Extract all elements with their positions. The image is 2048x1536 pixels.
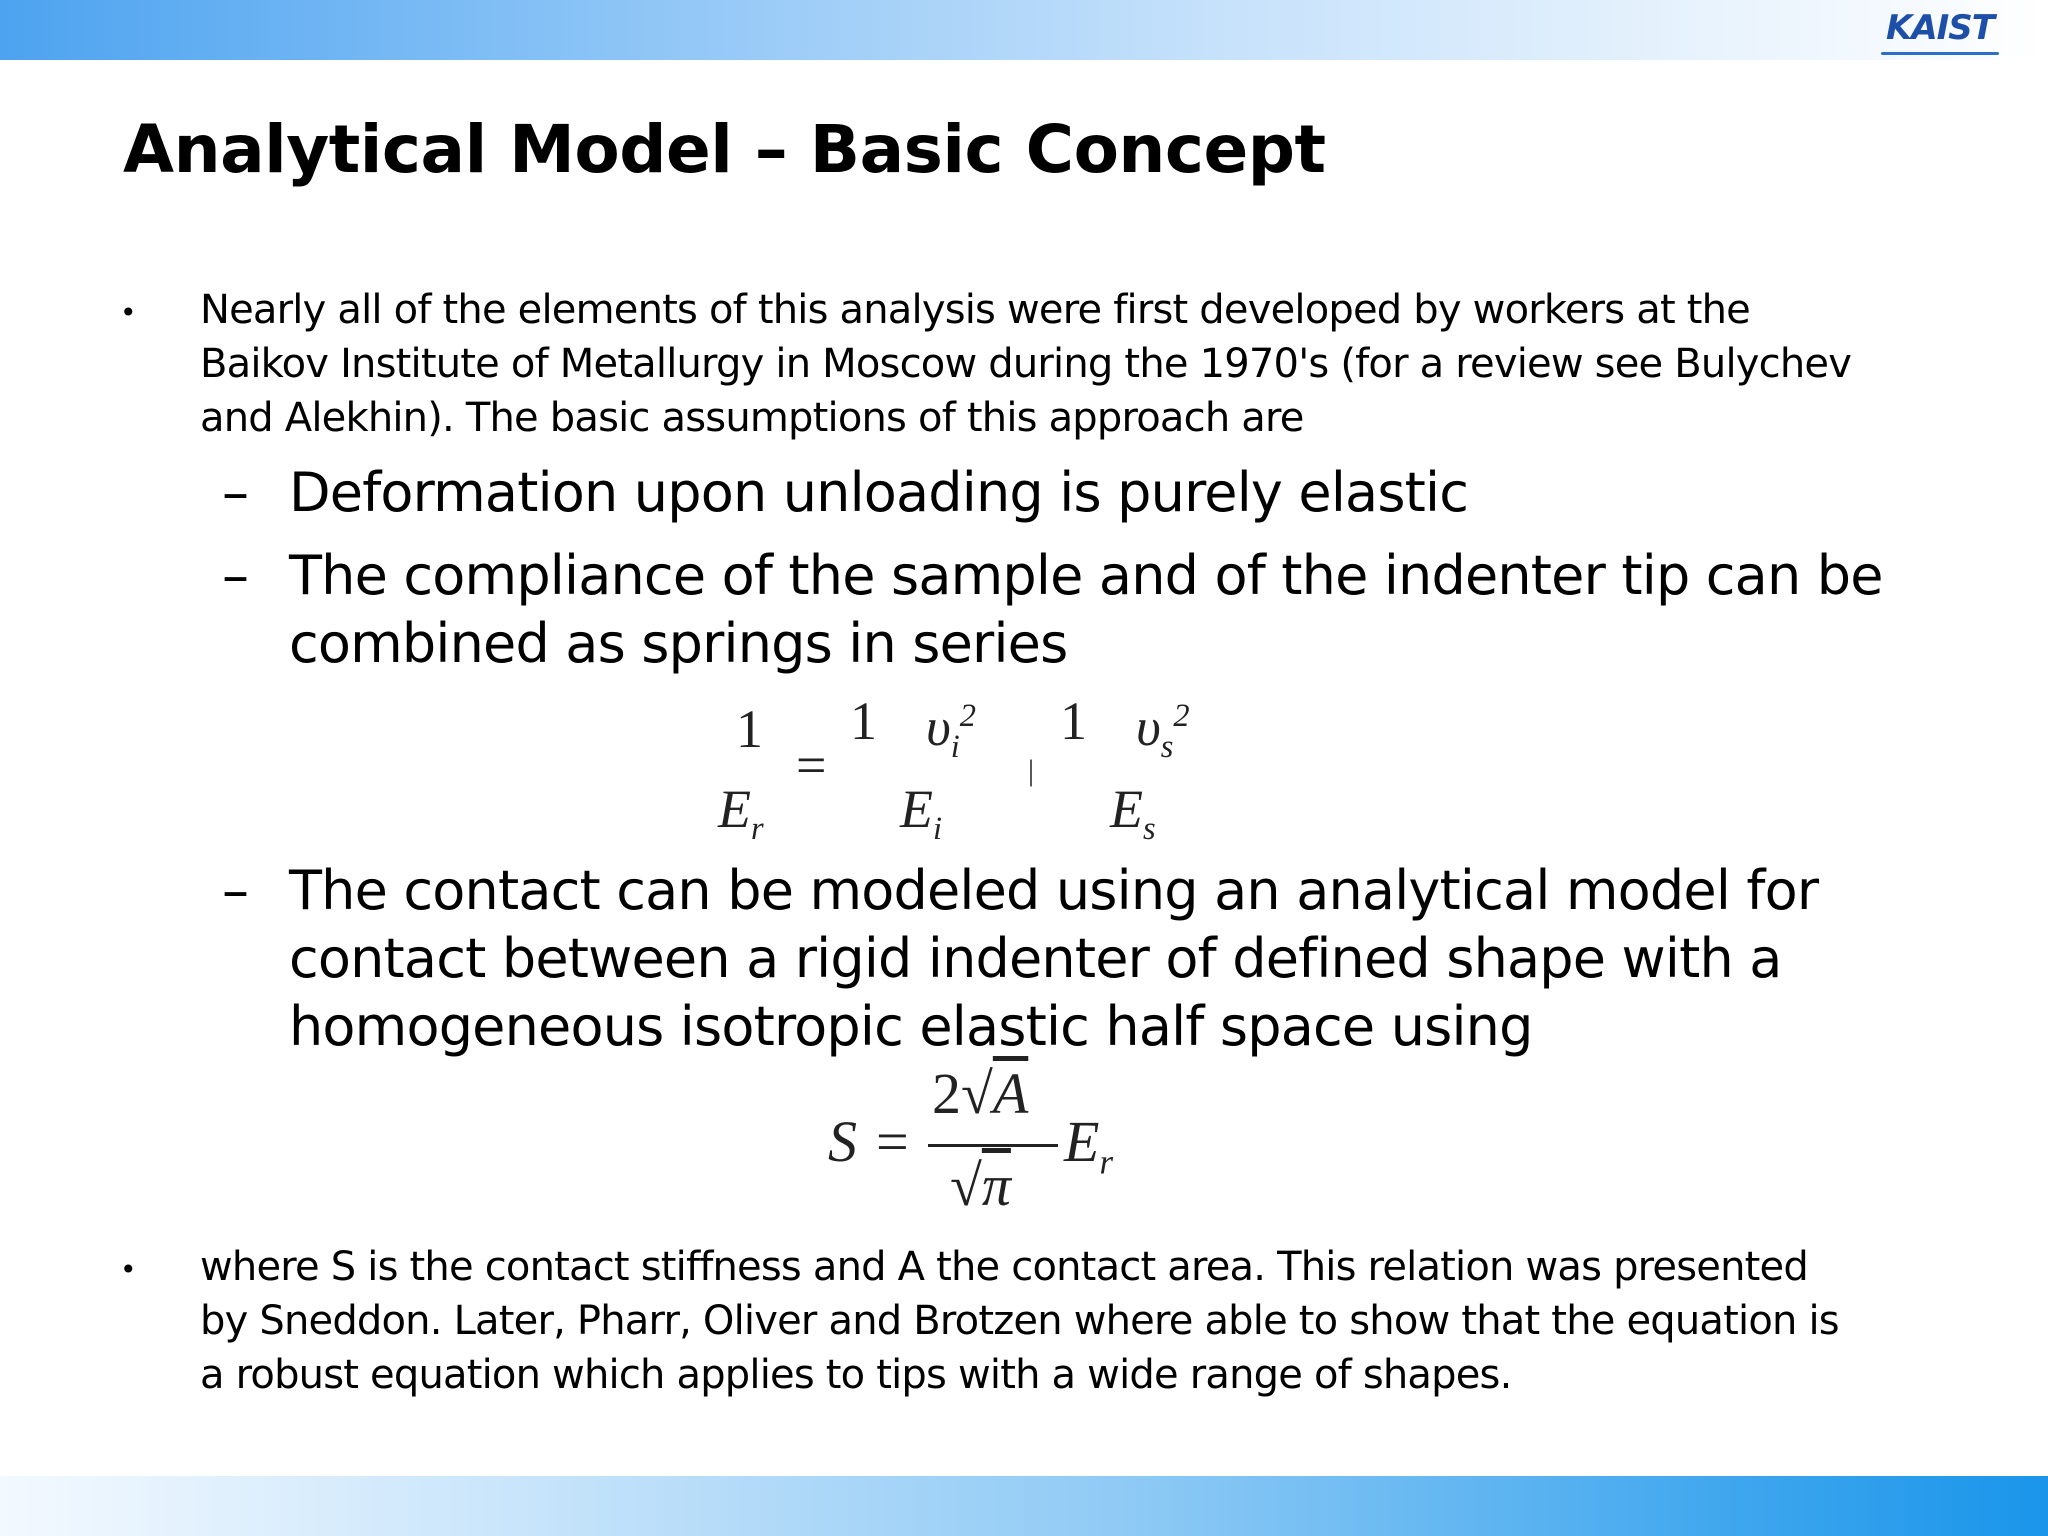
bullet-paragraph-1 xyxy=(200,283,1851,445)
bullet-marker: • xyxy=(120,1253,137,1286)
eq2-lhs: S xyxy=(828,1109,857,1174)
eq1-plus: | xyxy=(1028,754,1035,787)
eq1-term1-nu: $\upsilon_i^2$ xyxy=(926,697,976,765)
bullet-line: by Sneddon. Later, Pharr, Oliver and Brotzen where able to show that the equation is xyxy=(200,1298,1839,1344)
eq1-term2-denominator: $E_s$ xyxy=(1110,779,1156,847)
eq1-lhs-denominator: $E_r$ xyxy=(718,779,764,847)
sub-bullet-line: combined as springs in series xyxy=(289,612,1068,675)
eq1-term2-nu: $\upsilon_s^2$ xyxy=(1136,697,1190,765)
kaist-logo xyxy=(1875,8,2005,56)
bullet-line: Baikov Institute of Metallurgy in Moscow during the 1970's (for a review see Bulychev xyxy=(200,341,1852,387)
eq1-lhs-numerator: 1 xyxy=(736,699,763,759)
bullet-line: Nearly all of the elements of this analysis were first developed by workers at the xyxy=(200,287,1750,333)
logo-underline xyxy=(1881,52,1999,55)
slide-title: Analytical Model – Basic Concept xyxy=(123,111,1326,188)
eq2-denominator: √π xyxy=(950,1153,1011,1218)
eq2-rhs: $E_r$ xyxy=(1064,1109,1113,1182)
bullet-line: a robust equation which applies to tips with a wide range of shapes. xyxy=(200,1352,1512,1398)
eq2-numerator: 2√A xyxy=(932,1061,1029,1126)
bullet-marker: • xyxy=(120,296,137,329)
eq1-equals: = xyxy=(796,735,827,795)
sub-bullet-2 xyxy=(289,542,1883,678)
dash-marker: – xyxy=(222,544,249,607)
footer-band xyxy=(0,1476,2048,1536)
eq1-term2-numerator: 1 xyxy=(1060,691,1087,751)
dash-marker: – xyxy=(222,859,249,922)
sub-bullet-line: Deformation upon unloading is purely elastic xyxy=(289,461,1469,524)
eq1-term1-numerator: 1 xyxy=(850,691,877,751)
sub-bullet-line: contact between a rigid indenter of defined shape with a xyxy=(289,927,1782,990)
eq2-fraction-bar xyxy=(928,1144,1058,1147)
dash-marker: – xyxy=(222,461,249,524)
eq1-term1-denominator: $E_i$ xyxy=(900,779,942,847)
sub-bullet-3 xyxy=(289,857,1818,1061)
equation-springs-in-series xyxy=(700,690,1240,850)
equation-sneddon-stiffness xyxy=(820,1060,1140,1230)
sub-bullet-line: The compliance of the sample and of the indenter tip can be xyxy=(289,544,1883,607)
sub-bullet-line: The contact can be modeled using an analytical model for xyxy=(289,859,1819,922)
sub-bullet-line: homogeneous isotropic elastic half space using xyxy=(289,995,1533,1058)
sub-bullet-1 xyxy=(289,459,1468,527)
bullet-line: and Alekhin). The basic assumptions of this approach are xyxy=(200,395,1304,441)
logo-text: KAIST xyxy=(1886,8,1994,48)
header-band xyxy=(0,0,2048,60)
bullet-line: where S is the contact stiffness and A the contact area. This relation was presented xyxy=(200,1244,1808,1290)
eq2-equals: = xyxy=(876,1109,909,1174)
bullet-paragraph-2 xyxy=(200,1240,1839,1402)
